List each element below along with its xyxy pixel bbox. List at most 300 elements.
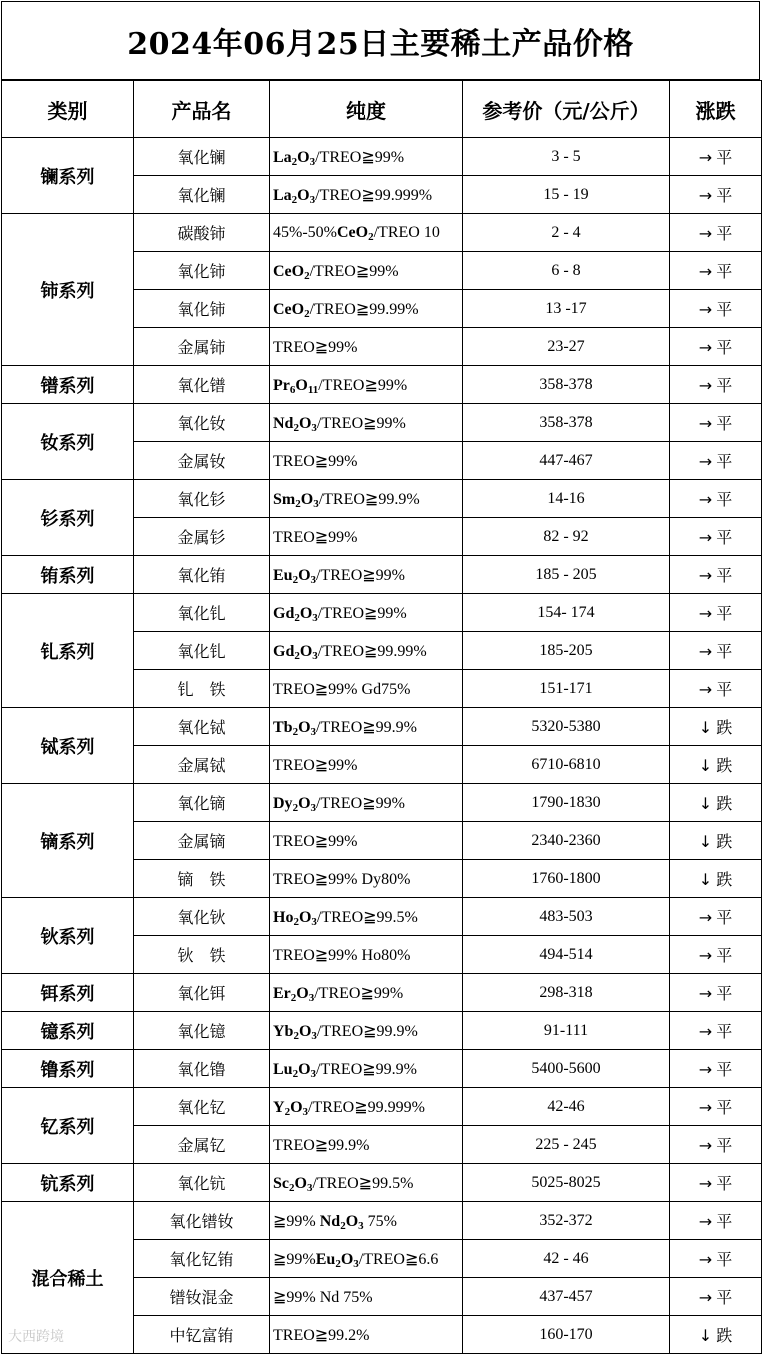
category-cell: 镱系列 [2, 1012, 134, 1050]
subscript: 3 [306, 1181, 313, 1194]
formula-text: La [273, 186, 292, 204]
product-name-cell: 钆 铁 [134, 670, 270, 708]
subscript: 3 [311, 915, 317, 928]
purity-cell [270, 1240, 463, 1278]
change-label: 跌 [716, 794, 733, 813]
change-label: 平 [716, 490, 733, 509]
arrow-right-icon: → [698, 1212, 713, 1231]
table-row [2, 784, 762, 822]
change-cell [670, 556, 762, 594]
change-label: 平 [716, 452, 733, 471]
subscript: 2 [304, 307, 310, 320]
product-name-cell: 氧化镝 [134, 784, 270, 822]
arrow-right-icon: → [698, 452, 713, 471]
arrow-right-icon: → [698, 262, 713, 281]
category-cell: 钆系列 [2, 594, 134, 708]
change-label: 平 [716, 946, 733, 965]
change-label: 平 [716, 642, 733, 661]
price-cell: 82 - 92 [463, 518, 670, 556]
formula-text: Nd [273, 414, 294, 432]
product-name-cell: 金属钐 [134, 518, 270, 556]
change-cell [670, 974, 762, 1012]
formula-text: O [345, 1212, 359, 1230]
change-cell [670, 518, 762, 556]
price-cell: 2340-2360 [463, 822, 670, 860]
subscript: 2 [295, 497, 301, 510]
formula-text: Nd [319, 1212, 341, 1230]
change-cell [670, 936, 762, 974]
product-name-cell: 氧化钪 [134, 1164, 270, 1202]
change-label: 平 [716, 984, 733, 1003]
change-cell [670, 176, 762, 214]
purity-cell [270, 708, 463, 746]
product-name-cell: 氧化钇铕 [134, 1240, 270, 1278]
change-cell [670, 442, 762, 480]
price-cell: 298-318 [463, 974, 670, 1012]
category-cell: 铒系列 [2, 974, 134, 1012]
product-name-cell: 金属铈 [134, 328, 270, 366]
product-name-cell: 氧化铈 [134, 252, 270, 290]
change-cell [670, 898, 762, 936]
header-purity: 纯度 [270, 81, 463, 138]
purity-cell [270, 974, 463, 1012]
product-name-cell: 氧化钆 [134, 632, 270, 670]
change-label: 平 [716, 148, 733, 167]
change-cell [670, 290, 762, 328]
category-cell: 钇系列 [2, 1088, 134, 1164]
table-row [2, 708, 762, 746]
purity-text: /TREO≧99.9% [316, 718, 417, 736]
product-name-cell: 氧化镨钕 [134, 1202, 270, 1240]
product-name-cell: 氧化镧 [134, 138, 270, 176]
formula-text: Eu [315, 1250, 336, 1268]
subscript: 2 [291, 193, 298, 206]
table-row [2, 480, 762, 518]
purity-text: /TREO≧99.99% [309, 300, 419, 318]
formula-text: CeO [273, 300, 305, 318]
table-row [2, 1202, 762, 1240]
formula-text: O [294, 1174, 307, 1192]
product-name-cell: 镝 铁 [134, 860, 270, 898]
formula-text: Gd [273, 604, 295, 622]
purity-text: TREO≧99% [273, 756, 358, 774]
price-cell: 3 - 5 [463, 138, 670, 176]
purity-cell [270, 1278, 463, 1316]
table-row [2, 366, 762, 404]
table-row [2, 898, 762, 936]
page-title: 2024年06月25日主要稀土产品价格 [1, 1, 760, 80]
purity-text: /TREO≧99.5% [312, 1174, 414, 1192]
price-cell: 15 - 19 [463, 176, 670, 214]
formula-text: O [340, 1250, 354, 1268]
product-name-cell: 金属镝 [134, 822, 270, 860]
purity-text: ≧99% [273, 1250, 316, 1268]
purity-cell [270, 366, 463, 404]
change-label: 平 [716, 908, 733, 927]
table-row [2, 1050, 762, 1088]
header-product: 产品名 [134, 81, 270, 138]
formula-text: O [299, 604, 313, 622]
subscript: 2 [291, 155, 298, 168]
subscript: 3 [311, 1029, 317, 1042]
subscript: 2 [292, 1067, 299, 1080]
purity-cell [270, 290, 463, 328]
product-name-cell: 氧化钇 [134, 1088, 270, 1126]
purity-text: TREO≧99% Ho80% [273, 946, 411, 964]
table-row [2, 556, 762, 594]
subscript: 2 [292, 801, 299, 814]
price-cell: 352-372 [463, 1202, 670, 1240]
formula-text: Sc [273, 1174, 289, 1192]
purity-text: TREO≧99% [273, 832, 358, 850]
purity-text: TREO≧99% [273, 528, 358, 546]
change-cell [670, 746, 762, 784]
arrow-right-icon: → [698, 1022, 713, 1041]
purity-cell [270, 898, 463, 936]
purity-text: /TREO≧6.6 [358, 1250, 439, 1268]
product-name-cell: 氧化铽 [134, 708, 270, 746]
purity-cell [270, 328, 463, 366]
product-name-cell: 氧化镥 [134, 1050, 270, 1088]
purity-text: /TREO≧99.9% [316, 1022, 418, 1040]
change-cell [670, 670, 762, 708]
formula-text: O [298, 1022, 312, 1040]
change-cell [670, 1126, 762, 1164]
price-cell: 23-27 [463, 328, 670, 366]
price-cell: 154- 174 [463, 594, 670, 632]
arrow-right-icon: → [698, 186, 713, 205]
subscript: 3 [358, 1219, 364, 1232]
price-cell: 91-111 [463, 1012, 670, 1050]
price-cell: 185-205 [463, 632, 670, 670]
category-cell: 钐系列 [2, 480, 134, 556]
category-cell: 镨系列 [2, 366, 134, 404]
table-row [2, 1088, 762, 1126]
subscript: 2 [289, 1181, 295, 1194]
subscript: 2 [335, 1257, 341, 1270]
price-cell: 13 -17 [463, 290, 670, 328]
price-cell: 437-457 [463, 1278, 670, 1316]
formula-text: Yb [273, 1022, 294, 1040]
subscript: 3 [310, 573, 317, 586]
price-cell: 2 - 4 [463, 214, 670, 252]
arrow-right-icon: → [698, 1288, 713, 1307]
product-name-cell: 金属铽 [134, 746, 270, 784]
price-cell: 483-503 [463, 898, 670, 936]
arrow-right-icon: → [698, 528, 713, 547]
purity-cell [270, 1126, 463, 1164]
price-cell: 160-170 [463, 1316, 670, 1354]
arrow-right-icon: → [698, 1174, 713, 1193]
purity-text: 45%-50% [273, 223, 337, 241]
price-cell: 447-467 [463, 442, 670, 480]
product-name-cell: 金属钇 [134, 1126, 270, 1164]
formula-text: La [273, 148, 292, 166]
category-cell: 铈系列 [2, 214, 134, 366]
arrow-right-icon: → [698, 680, 713, 699]
formula-text: Y [273, 1098, 285, 1116]
purity-cell [270, 252, 463, 290]
price-cell: 6710-6810 [463, 746, 670, 784]
subscript: 2 [293, 1029, 299, 1042]
purity-text: /TREO≧99% [318, 376, 408, 394]
purity-text: ≧99% [273, 1212, 320, 1230]
change-cell [670, 594, 762, 632]
change-label: 平 [716, 1022, 733, 1041]
purity-text: /TREO≧99% [314, 984, 404, 1002]
arrow-down-icon: ↓ [698, 718, 713, 737]
change-label: 平 [716, 566, 733, 585]
purity-text: /TREO≧99.99% [317, 642, 427, 660]
change-cell [670, 632, 762, 670]
change-label: 平 [716, 186, 733, 205]
purity-cell [270, 936, 463, 974]
change-cell [670, 1088, 762, 1126]
product-name-cell: 碳酸铈 [134, 214, 270, 252]
formula-text: O [298, 566, 311, 584]
formula-text: O [300, 490, 314, 508]
category-cell: 混合稀土 [2, 1202, 134, 1354]
formula-text: O [297, 186, 310, 204]
arrow-right-icon: → [698, 984, 713, 1003]
arrow-right-icon: → [698, 338, 713, 357]
change-label: 平 [716, 1136, 733, 1155]
table-row [2, 594, 762, 632]
subscript: 3 [309, 193, 316, 206]
price-cell: 42 - 46 [463, 1240, 670, 1278]
purity-cell [270, 1050, 463, 1088]
change-label: 跌 [716, 832, 733, 851]
purity-text: /TREO≧99% [317, 604, 407, 622]
purity-text: /TREO≧99.9% [318, 490, 420, 508]
formula-text: Pr [273, 376, 290, 394]
change-cell [670, 1012, 762, 1050]
subscript: 3 [312, 611, 318, 624]
change-label: 跌 [716, 1326, 733, 1345]
category-cell: 钕系列 [2, 404, 134, 480]
purity-text: /TREO≧99% [316, 414, 406, 432]
change-cell [670, 1316, 762, 1354]
arrow-right-icon: → [698, 148, 713, 167]
subscript: 3 [310, 1067, 317, 1080]
purity-text: TREO≧99.2% [273, 1326, 370, 1344]
product-name-cell: 氧化铕 [134, 556, 270, 594]
subscript: 2 [284, 1105, 291, 1118]
purity-cell [270, 1164, 463, 1202]
product-name-cell: 氧化铈 [134, 290, 270, 328]
purity-cell [270, 670, 463, 708]
formula-text: CeO [273, 262, 305, 280]
change-cell [670, 1050, 762, 1088]
price-cell: 358-378 [463, 404, 670, 442]
table-row [2, 138, 762, 176]
arrow-right-icon: → [698, 1136, 713, 1155]
change-cell [670, 1202, 762, 1240]
change-label: 跌 [716, 756, 733, 775]
purity-text: /TREO≧99% [316, 794, 405, 812]
header-change: 涨跌 [670, 81, 762, 138]
price-table [1, 80, 762, 1354]
purity-cell [270, 594, 463, 632]
subscript: 2 [340, 1219, 346, 1232]
product-name-cell: 氧化钬 [134, 898, 270, 936]
formula-text: O [297, 148, 310, 166]
subscript: 2 [368, 230, 374, 243]
change-label: 平 [716, 1174, 733, 1193]
arrow-down-icon: ↓ [698, 870, 713, 889]
arrow-down-icon: ↓ [698, 794, 713, 813]
change-label: 平 [716, 1288, 733, 1307]
subscript: 2 [293, 421, 299, 434]
purity-text: /TREO≧99.999% [308, 1098, 425, 1116]
purity-text: /TREO≧99.5% [316, 908, 418, 926]
purity-text: /TREO≧99% [309, 262, 399, 280]
arrow-down-icon: ↓ [698, 756, 713, 775]
change-cell [670, 708, 762, 746]
arrow-right-icon: → [698, 566, 713, 585]
subscript: 2 [293, 915, 299, 928]
product-name-cell: 氧化镱 [134, 1012, 270, 1050]
purity-text: 75% [363, 1212, 397, 1230]
purity-text: /TREO≧99% [316, 566, 405, 584]
arrow-right-icon: → [698, 1250, 713, 1269]
table-row [2, 214, 762, 252]
change-label: 跌 [716, 718, 733, 737]
change-cell [670, 822, 762, 860]
purity-text: /TREO≧99% [315, 148, 405, 166]
arrow-right-icon: → [698, 490, 713, 509]
formula-text: O [298, 414, 312, 432]
price-cell: 358-378 [463, 366, 670, 404]
category-cell: 铕系列 [2, 556, 134, 594]
subscript: 3 [310, 725, 317, 738]
subscript: 11 [307, 383, 319, 396]
change-cell [670, 404, 762, 442]
formula-text: O [298, 794, 311, 812]
price-cell: 1760-1800 [463, 860, 670, 898]
price-cell: 42-46 [463, 1088, 670, 1126]
change-label: 平 [716, 376, 733, 395]
category-cell: 镥系列 [2, 1050, 134, 1088]
product-name-cell: 氧化钐 [134, 480, 270, 518]
purity-cell [270, 1202, 463, 1240]
change-label: 平 [716, 338, 733, 357]
subscript: 2 [292, 725, 299, 738]
subscript: 3 [302, 1105, 309, 1118]
category-cell: 镧系列 [2, 138, 134, 214]
formula-text: O [295, 376, 308, 394]
change-cell [670, 784, 762, 822]
purity-text: /TREO 10 [373, 223, 440, 241]
subscript: 3 [309, 155, 316, 168]
purity-text: TREO≧99.9% [273, 1136, 370, 1154]
change-label: 平 [716, 300, 733, 319]
header-category: 类别 [2, 81, 134, 138]
subscript: 3 [312, 649, 318, 662]
change-label: 平 [716, 224, 733, 243]
purity-cell [270, 1012, 463, 1050]
change-cell [670, 138, 762, 176]
change-label: 平 [716, 414, 733, 433]
arrow-right-icon: → [698, 414, 713, 433]
subscript: 3 [310, 801, 317, 814]
price-cell: 1790-1830 [463, 784, 670, 822]
change-cell [670, 328, 762, 366]
formula-text: O [290, 1098, 303, 1116]
category-cell: 钪系列 [2, 1164, 134, 1202]
formula-text: Tb [273, 718, 293, 736]
purity-cell [270, 442, 463, 480]
price-cell: 5320-5380 [463, 708, 670, 746]
product-name-cell: 氧化镧 [134, 176, 270, 214]
change-label: 平 [716, 680, 733, 699]
arrow-right-icon: → [698, 1098, 713, 1117]
change-cell [670, 860, 762, 898]
purity-cell [270, 1088, 463, 1126]
purity-cell [270, 1316, 463, 1354]
formula-text: Sm [273, 490, 296, 508]
purity-cell [270, 176, 463, 214]
formula-text: Gd [273, 642, 295, 660]
change-cell [670, 1240, 762, 1278]
formula-text: O [298, 1060, 311, 1078]
purity-text: TREO≧99% [273, 452, 358, 470]
product-name-cell: 氧化钕 [134, 404, 270, 442]
price-cell: 225 - 245 [463, 1126, 670, 1164]
purity-cell [270, 480, 463, 518]
price-cell: 185 - 205 [463, 556, 670, 594]
subscript: 6 [289, 383, 296, 396]
category-cell: 铽系列 [2, 708, 134, 784]
product-name-cell: 钬 铁 [134, 936, 270, 974]
subscript: 2 [294, 611, 300, 624]
arrow-right-icon: → [698, 376, 713, 395]
product-name-cell: 中钇富铕 [134, 1316, 270, 1354]
arrow-right-icon: → [698, 604, 713, 623]
arrow-right-icon: → [698, 908, 713, 927]
purity-cell [270, 746, 463, 784]
change-label: 平 [716, 604, 733, 623]
purity-cell [270, 214, 463, 252]
price-cell: 494-514 [463, 936, 670, 974]
change-cell [670, 480, 762, 518]
product-name-cell: 氧化镨 [134, 366, 270, 404]
arrow-right-icon: → [698, 946, 713, 965]
subscript: 3 [353, 1257, 359, 1270]
formula-text: Er [273, 984, 291, 1002]
table-row [2, 974, 762, 1012]
price-cell: 6 - 8 [463, 252, 670, 290]
change-cell [670, 1278, 762, 1316]
watermark: 大西跨境 [8, 1329, 64, 1345]
subscript: 2 [292, 573, 299, 586]
change-label: 平 [716, 1250, 733, 1269]
arrow-right-icon: → [698, 1060, 713, 1079]
subscript: 2 [290, 991, 297, 1004]
table-row [2, 404, 762, 442]
purity-text: TREO≧99% [273, 338, 358, 356]
subscript: 2 [304, 269, 310, 282]
formula-text: O [298, 718, 311, 736]
subscript: 3 [308, 991, 315, 1004]
table-row [2, 1012, 762, 1050]
product-name-cell: 金属钕 [134, 442, 270, 480]
purity-cell [270, 822, 463, 860]
price-cell: 5025-8025 [463, 1164, 670, 1202]
change-label: 跌 [716, 870, 733, 889]
table-row [2, 1164, 762, 1202]
formula-text: Dy [273, 794, 293, 812]
